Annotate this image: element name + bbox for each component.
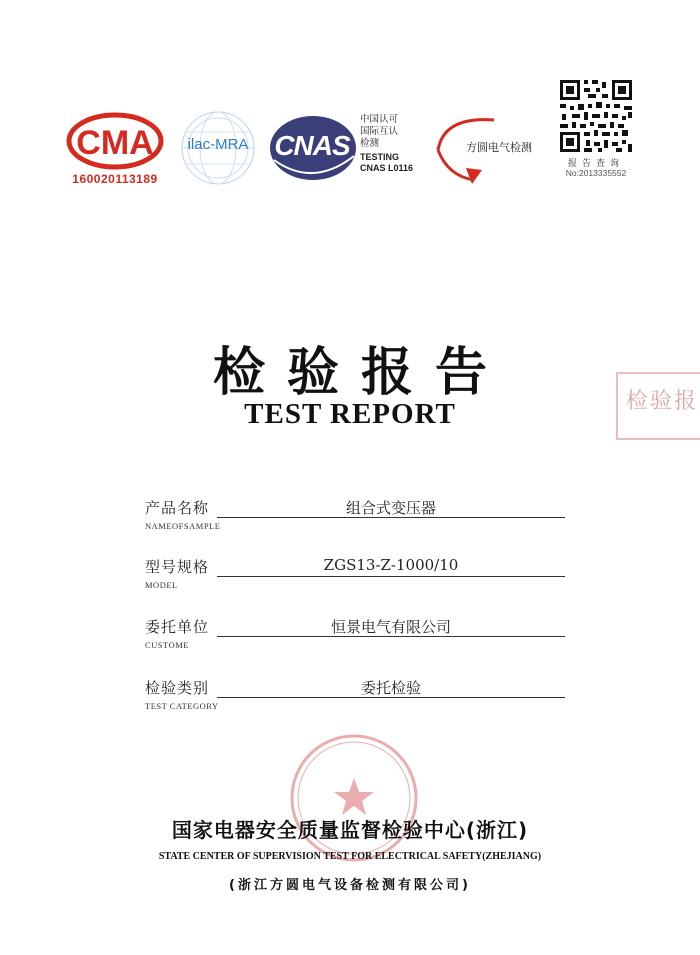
cnas-en-text [360,152,413,174]
field-value: 恒景电气有限公司 [330,618,451,636]
field-label: 产品名称 [145,499,210,517]
cma-mark-icon [66,112,164,170]
organization-subtitle: (浙江方圆电气设备检测有限公司) [229,878,471,893]
field-test-category [145,677,565,717]
field-label: 委托单位 [145,618,210,636]
field-label-en: CUSTOME [145,640,189,650]
report-title-cn: 检验报告 [212,342,509,403]
qr-code-icon[interactable] [558,78,634,154]
cnas-cn-text [360,114,398,150]
cma-number: 160020113189 [72,172,158,186]
cma-logo [66,112,164,192]
qr-block [556,78,636,178]
cnas-cn-line: 检测 [360,138,380,149]
official-seal-stamp-icon [288,732,420,864]
cnas-cn-line: 中国认可 [360,114,399,125]
side-seal-stamp [616,372,700,440]
organization-name-en: STATE CENTER OF SUPERVISION TEST FOR ELECTRICAL SAFETY(ZHEJIANG) [158,851,542,862]
field-label-en: NAMEOFSAMPLE [145,521,221,531]
report-title-en: TEST REPORT [244,398,456,430]
field-label-en: TEST CATEGORY [145,701,219,711]
cnas-cn-line: 国际互认 [360,126,399,137]
field-customer [145,616,565,656]
ilac-text: ilac-MRA [187,136,249,153]
organization-name-cn: 国家电器安全质量监督检验中心(浙江) [171,818,529,842]
svg-text:CMA: CMA [76,124,154,162]
cnas-logo [268,110,428,186]
fangyuan-logo [430,110,560,190]
field-value: 组合式变压器 [345,499,436,517]
field-sample-name [145,497,565,537]
qr-number: No:2013335552 [565,168,627,178]
field-label: 检验类别 [145,679,210,697]
cnas-logo-text: CNAS [274,130,350,161]
field-label: 型号规格 [145,558,210,576]
field-value: ZGS13-Z-1000/10 [323,556,459,574]
fangyuan-text: 方圆电气检测 [466,141,532,154]
ilac-mra-logo [176,108,260,188]
field-model [145,556,565,596]
field-label-en: MODEL [145,580,178,590]
qr-label: 报告查询 [567,159,624,169]
field-underline [217,576,565,577]
header-logos [0,0,700,200]
cnas-en-line: CNAS L0116 [360,163,414,173]
field-value: 委托检验 [360,679,421,697]
cnas-en-line: TESTING [360,152,400,162]
side-stamp-text: 检验报 [626,389,699,414]
